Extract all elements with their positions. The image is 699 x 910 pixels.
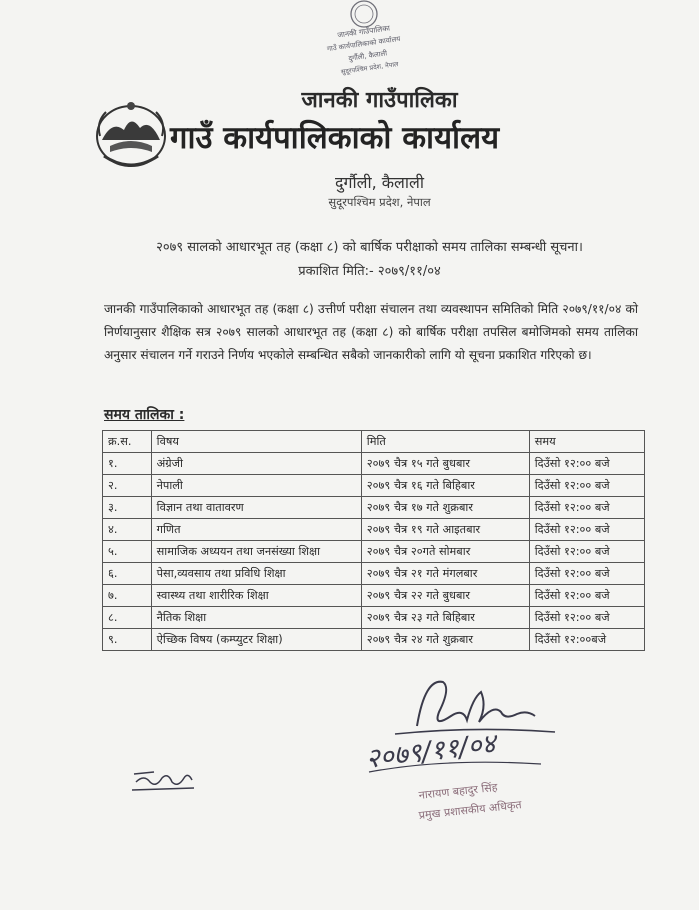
table-row bbox=[103, 453, 645, 475]
address-line-2: सुदूरपश्चिम प्रदेश, नेपाल bbox=[328, 195, 431, 209]
cell-time: दिउँसो १२:००बजे bbox=[529, 629, 644, 651]
municipality-name: जानकी गाउँपालिका bbox=[301, 88, 458, 113]
address-line-1: दुर्गौली, कैलाली bbox=[334, 173, 425, 192]
cell-serial: ४. bbox=[103, 519, 152, 541]
table-row bbox=[103, 497, 645, 519]
cell-date: २०७९ चैत्र १५ गते बुधबार bbox=[361, 453, 529, 475]
cell-time: दिउँसो १२:०० बजे bbox=[529, 475, 644, 497]
office-name: गाउँ कार्यपालिकाको कार्यालय bbox=[170, 120, 500, 156]
cell-serial: २. bbox=[103, 475, 152, 497]
column-header-serial: क्र.स. bbox=[103, 431, 152, 453]
initial-signature bbox=[128, 764, 200, 796]
cell-subject: ऐच्छिक विषय (कम्प्युटर शिक्षा) bbox=[151, 629, 361, 651]
officer-name-stamp: नारायण बहादुर सिंह bbox=[418, 780, 499, 802]
cell-subject: स्वास्थ्य तथा शारीरिक शिक्षा bbox=[151, 585, 361, 607]
cell-date: २०७९ चैत्र २२ गते बुधबार bbox=[361, 585, 529, 607]
column-header-time: समय bbox=[529, 431, 644, 453]
table-row bbox=[103, 541, 645, 563]
cell-date: २०७९ चैत्र १७ गते शुक्रबार bbox=[361, 497, 529, 519]
cell-time: दिउँसो १२:०० बजे bbox=[529, 519, 644, 541]
column-header-subject: विषय bbox=[151, 431, 361, 453]
cell-time: दिउँसो १२:०० बजे bbox=[529, 453, 644, 475]
cell-subject: नैतिक शिक्षा bbox=[151, 607, 361, 629]
seal-line-1: जानकी गाउँपालिका bbox=[336, 23, 391, 40]
officer-title-stamp: प्रमुख प्रशासकीय अधिकृत bbox=[418, 798, 523, 822]
column-header-date: मिति bbox=[361, 431, 529, 453]
table-row bbox=[103, 563, 645, 585]
table-row bbox=[103, 607, 645, 629]
cell-date: २०७९ चैत्र २३ गते बिहिबार bbox=[361, 607, 529, 629]
cell-serial: ८. bbox=[103, 607, 152, 629]
notice-title: २०७९ सालको आधारभूत तह (कक्षा ८) को बार्षिक परीक्षाको समय तालिका सम्बन्धी सूचना। bbox=[156, 240, 583, 255]
cell-subject: सामाजिक अध्ययन तथा जनसंख्या शिक्षा bbox=[151, 541, 361, 563]
cell-time: दिउँसो १२:०० बजे bbox=[529, 585, 644, 607]
table-row bbox=[103, 475, 645, 497]
table-row bbox=[103, 585, 645, 607]
seal-line-4: सुदूरपश्चिम प्रदेश, नेपाल bbox=[340, 60, 399, 77]
handwritten-date: २०७९/११/०४ bbox=[364, 728, 498, 775]
office-seal-graphic bbox=[318, 0, 410, 82]
cell-time: दिउँसो १२:०० बजे bbox=[529, 541, 644, 563]
signature-graphic bbox=[355, 668, 570, 800]
office-seal-icon bbox=[318, 0, 410, 82]
cell-subject: अंग्रेजी bbox=[151, 453, 361, 475]
cell-serial: ९. bbox=[103, 629, 152, 651]
cell-subject: नेपाली bbox=[151, 475, 361, 497]
seal-line-3: दुर्गौली, कैलाली bbox=[347, 49, 388, 63]
cell-date: २०७९ चैत्र २०गते सोमबार bbox=[361, 541, 529, 563]
seal-line-2: गाउँ कार्यपालिकाको कार्यालय bbox=[326, 34, 401, 54]
cell-subject: पेसा,व्यवसाय तथा प्रविधि शिक्षा bbox=[151, 563, 361, 585]
cell-serial: ७. bbox=[103, 585, 152, 607]
officer-signature bbox=[355, 668, 570, 800]
cell-date: २०७९ चैत्र १६ गते बिहिबार bbox=[361, 475, 529, 497]
cell-serial: ६. bbox=[103, 563, 152, 585]
cell-subject: विज्ञान तथा वातावरण bbox=[151, 497, 361, 519]
table-row bbox=[103, 519, 645, 541]
table-row bbox=[103, 629, 645, 651]
schedule-heading: समय तालिका : bbox=[104, 407, 185, 423]
schedule-table bbox=[102, 430, 645, 651]
notice-body: जानकी गाउँपालिकाको आधारभूत तह (कक्षा ८) उत्तीर्ण परीक्षा संचालन तथा व्यवस्थापन समितिको मिति २०७९/११/०४ को निर्णयानुसार शैक्षिक सत्र २०७९ सालको आधारभूत तह (कक्षा ८) को बार्षिक परीक्षा तपसिल बमोजिमको समय तालिका अनुसार संचालन गर्ने गराउने निर्णय भएकोले सम्बन्धित सबैको जानकारीको लागि यो सूचना प्रकाशित गरिएको छ। bbox=[104, 302, 638, 362]
cell-date: २०७९ चैत्र २४ गते शुक्रबार bbox=[361, 629, 529, 651]
cell-subject: गणित bbox=[151, 519, 361, 541]
cell-serial: १. bbox=[103, 453, 152, 475]
cell-serial: ५. bbox=[103, 541, 152, 563]
cell-date: २०७९ चैत्र २१ गते मंगलबार bbox=[361, 563, 529, 585]
table-header-row bbox=[103, 431, 645, 453]
cell-time: दिउँसो १२:०० बजे bbox=[529, 607, 644, 629]
cell-time: दिउँसो १२:०० बजे bbox=[529, 497, 644, 519]
cell-date: २०७९ चैत्र १९ गते आइतबार bbox=[361, 519, 529, 541]
cell-serial: ३. bbox=[103, 497, 152, 519]
cell-time: दिउँसो १२:०० बजे bbox=[529, 563, 644, 585]
published-date: प्रकाशित मिति:- २०७९/११/०४ bbox=[298, 264, 441, 279]
initial-signature-graphic bbox=[128, 764, 200, 796]
